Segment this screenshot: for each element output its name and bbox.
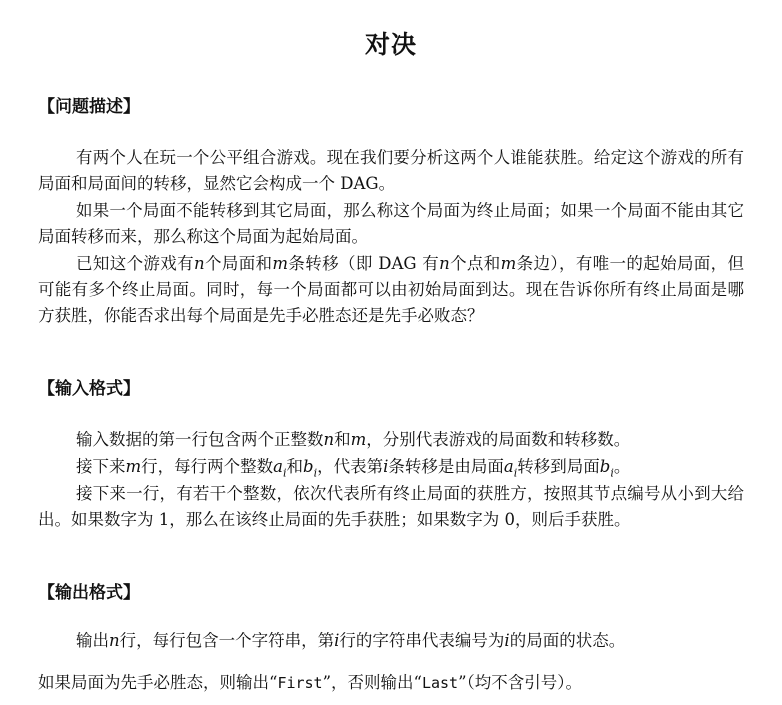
- output-heading: 【输出格式】: [38, 583, 140, 603]
- description-paragraph-3: 已知这个游戏有n个局面和m条转移（即 DAG 有n个点和m条边），有唯一的起始局面，但可能有多个终止局面。同时，每一个局面都可以由初始局面到达。现在告诉你所有终止局面是哪方获胜，你能否求出每个局面是先手必胜态还是先手必败态？: [38, 254, 745, 326]
- page-title: 对决: [364, 30, 417, 59]
- description-paragraph-2: 如果一个局面不能转移到其它局面，那么称这个局面为终止局面；如果一个局面不能由其它局面转移而来，那么称这个局面为起始局面。: [38, 201, 744, 247]
- input-paragraph-3: 接下来一行，有若干个整数，依次代表所有终止局面的获胜方，按照其节点编号从小到大给出。如果数字为 1，那么在该终止局面的先手获胜；如果数字为 0，则后手获胜。: [38, 484, 744, 530]
- input-heading: 【输入格式】: [38, 379, 140, 399]
- input-paragraph-2: 接下来m行，每行两个整数$a_i$和$b_i$，代表第i条转移是由局面$a_i$转移到局面$b_i$。: [76, 457, 631, 480]
- description-heading: 【问题描述】: [38, 97, 140, 117]
- output-paragraph-2: 如果局面为先手必胜态，则输出“First”，否则输出“Last”（均不含引号）。: [38, 673, 583, 692]
- description-paragraph-1: 有两个人在玩一个公平组合游戏。现在我们要分析这两个人谁能获胜。给定这个游戏的所有局面和局面间的转移，显然它会构成一个 DAG。: [38, 148, 744, 194]
- input-paragraph-1: 输入数据的第一行包含两个正整数n和m，分别代表游戏的局面数和转移数。: [76, 430, 631, 449]
- output-paragraph-1: 输出n行，每行包含一个字符串，第i行的字符串代表编号为i的局面的状态。: [76, 631, 626, 650]
